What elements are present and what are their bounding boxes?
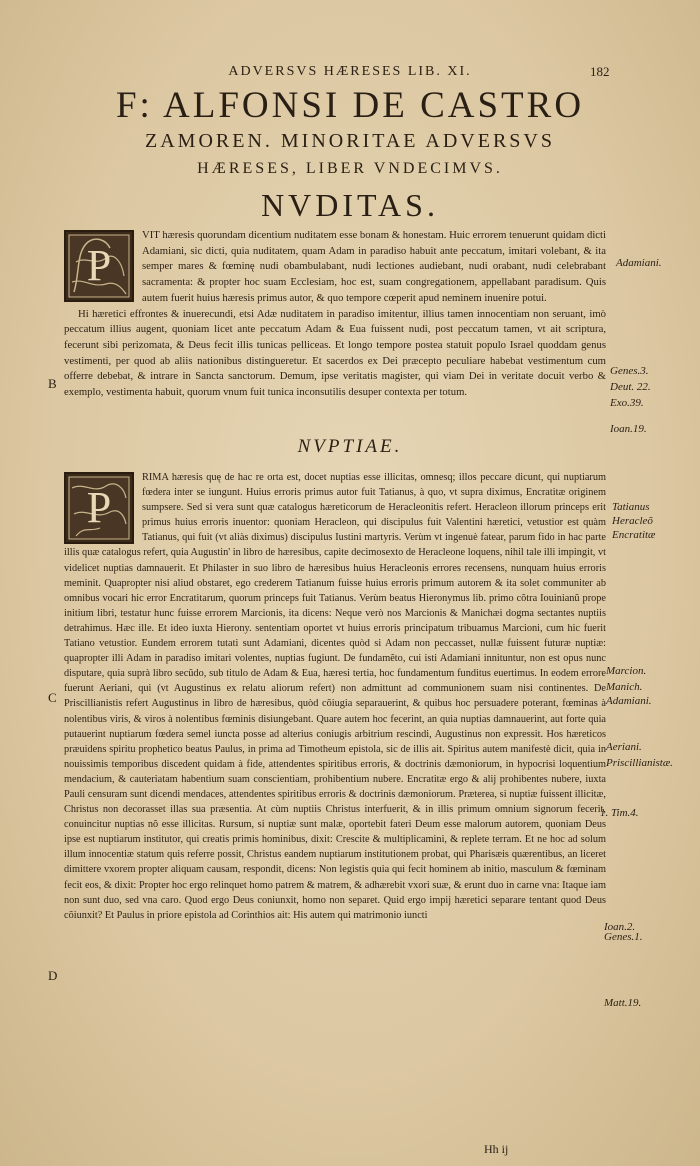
margin-note: Adamiani.	[616, 257, 662, 269]
paragraph-nuditas-1: VIT hæresis quorundam dicentium nuditatem esse bonam & honestam. Huic errorem tenuerunt quidam dicti Adamiani, sic dicti, quia nuditatem, quam Adam in paradiso habuit ante peccatum, imitari volebant, & ita semper mares & fœminę nudi obambulabant, nudi lectiones audiebant, nudi orabant, nudi celebrabant sacramenta: & propter hoc suam Ecclesiam, hoc est, suam congregationem, appellabant paradisum. Quis autem fuerit huius hæresis primus autor, & quo tempore cœperit apud neminem inuenire potui.	[142, 229, 606, 304]
section-letter-c: C	[48, 690, 57, 705]
section-nuditas-text	[64, 228, 606, 428]
svg-text:P: P	[86, 483, 112, 532]
paragraph-nuptiae-1: RIMA hæresis quę de hac re orta est, docet nuptias esse illicitas, omnesq; illos peccare dicunt, qui nuptiarum fœdera inter se iungunt. Huius erroris primus autor fuit Tatianus, à quo, vt supra diximus, Encratitæ originem sumpsere. Sed si vera sunt quæ catalogus hæreticorum de Heracleonitis refert. Heracleon illorum princeps erit primus huius erroris inuentor: quoniam Heracleon, qui discipulus fuit Valentini hæretici, vetustior est quàm Tatianus, qui fuit (vt aliàs diximus) discipulus Iustini martyris. Verùm vt ingenuè fatear, parum fido in hac parte illis quæ catalogus refert, quia Augustin' in libro de hæresibus, capite decimosexto de Heracleone loquens, nihil tale illi impingit, vt videlicet nuptias damnauerit. Et Philaster in suo libro de hæresibus huius Heracleonis errores recensens, nunquam huius erroris meminit. Quapropter nisi aliud obstaret, ego crederem Tatianum fuisse huius erroris primum autorem & ita solet communiter ab omnibus vocari hic error Encratitarum, quorum princeps fuit Tatianus. Verùm beatus Hieronymus lib. primo cõtra Iouinianũ prope initium libri, testatur hunc fuisse errorem Marcionis, ita dicens: Neque verò nos Marcionis & Manichæi dogma sectantes nuptiis detrahimus. Hæc ille. Et ideo iuxta Hierony. sententiam oportet vt huius erroris principatum tribuamus Marcioni, cum hic fuerit Tatiano vetustior. Eundem errorem tutati sunt Adamiani, dicentes quòd si Adam non peccasset, nullæ fuissent futuræ nuptiæ: quapropter illi Adam in paradiso imitari volentes, nuptias fugiunt. De fundamẽto, cui isti Adamiani innituntur, non est opus nunc disputare, quia suprà libro secũdo, sub titulo de Adam & Eua, hæresi tertia, hoc fundamentum funditus euertimus. In eodem errore fuerunt Aeriani, qui (vt Augustinus ex relatu aliorum refert) non admittunt ad communionem suam nisi continentes. De Priscillianistis refert Augustinus in libro de hæresibus, quòd cõiugia separauerint, & quibus hoc persuadere poterant, fœminas à nolentibus viris, & viros à nolentibus fœminis disiungebant. Quare autem hoc fecerint, an quia nuptias damnauerint, aut forte quia putauerint nuptiarum fœdera semel iuncta posse ad alterius coniugis arbitrium rescindi, Augustinus non expressit. Hos hæreticos præuidens spiritu prophetico beatus Paulus, in prima ad Timotheum epistola, sic de illis ait. Spiritus autem manifestè dicit, quia in nouissimis temporibus discedent quidam à fide, attendentes spiritibus erroris, & doctrinis dæmoniorum, in hypocrisi loquentium mendacium, & cauteriatam habentium suam conscientiam, prohibentium nubere. Encratitæ ergo & alij prohibentes nubere, iuxta Pauli censuram sunt dicendi mendaces, attendentes spiritibus erroris & doctrinis dæmoniorum. Præterea, si nuptiæ fuissent illicitæ, Christus non decorasset illas sua præsentia. At cùm nuptiis Christus interfuerit, & in illis primum omnium signorum fecerit, conuincitur nuptias nõ esse illicitas. Rursum, si nuptiæ sunt malæ, oportebit fateri Deum esse malorum autorem, quoniam Deus ipse est nuptiarum institutor, qui creatis primis hominibus, dixit: Crescite & multiplicamini, & replete terram. Et ne hoc ad solum illum innocentiæ statum quis referre possit, Christus eandem nuptiarum institutionem probat, qui Pharisæis quærentibus, an liceret dimittere vxorem propter aliquam causam, respondit, dicens: Non legistis quia qui fecit hominem ab initio, masculum & fœminam fecit eos, & dixit: Propter hoc ergo relinquet homo patrem & matrem, & adhærebit vxori suæ, & erunt duo in carne vna: Itaque iam non sunt duo, sed vna caro. Quod ergo Deus coniunxit, homo non separet. Quid ergo impij hæretici separare tentant quod Deus cõiunxit? Et Paulus in priore epistola ad Corinthios ait: His autem qui matrimonio iuncti	[64, 472, 606, 921]
section-heading-nuptiae: NVPTIAE.	[297, 436, 403, 457]
margin-note: Marcion.	[606, 665, 647, 677]
title-line2: ZAMOREN. MINORITAE ADVERSVS	[145, 130, 555, 152]
section-letter-d: D	[48, 968, 58, 983]
margin-note: Encratitæ	[612, 529, 656, 541]
margin-note: 1. Tim.4.	[600, 807, 639, 819]
svg-text:P: P	[86, 241, 112, 290]
title-author: F: ALFONSI DE CASTRO	[115, 85, 585, 126]
margin-note: Heracleõ	[612, 515, 653, 527]
margin-note: Exo.39.	[610, 397, 644, 409]
margin-note: Genes.1.	[604, 931, 643, 943]
dropcap-flourish-icon	[66, 232, 132, 300]
dropcap-ornament	[64, 230, 134, 302]
margin-note: Priscillianistæ.	[606, 757, 673, 769]
section-nuptiae-text	[64, 470, 606, 1138]
paragraph-nuditas-2: Hi hæretici effrontes & inuerecundi, etsi Adæ nuditatem in paradiso imitentur, illius tamen innocentiam non seruant, imò peccatum illius augent, quoniam licet ante peccatum Adam & Eua fuissent nudi, post peccatum tamen, vt ait scriptura, fecerunt sibi perizomata, & Deus fecit illis tunicas pelliceas. Et longo tempore postea statuit populo Israel quoddam genus vestimenti, per quod ab aliis nationibus distingueretur. Et sacerdos ex Dei præcepto peculiare habebat vestimentum cum offerre debebat, & intrare in Sancta sanctorum. Demum, ipse veritatis magister, qui viam Dei in veritate docuit verbo & exemplo, vestimenta habuit, quorum vnum fuit tunica inconsutilis desuper contexta per totum.	[64, 307, 606, 399]
dropcap-flourish-icon	[66, 474, 132, 542]
section-heading-nuditas: NVDITAS.	[261, 187, 439, 223]
margin-note: Deut. 22.	[610, 381, 651, 393]
title-line3: HÆRESES, LIBER VNDECIMVS.	[197, 160, 503, 177]
margin-note: Ioan.2.	[604, 921, 636, 933]
margin-note: Genes.3.	[610, 365, 649, 377]
margin-note: Adamiani.	[606, 695, 652, 707]
margin-note: Matt.19.	[604, 997, 642, 1009]
margin-note: Tatianus	[612, 501, 650, 513]
margin-note: Ioan.19.	[610, 423, 647, 435]
margin-note: Manich.	[606, 681, 643, 693]
running-head: ADVERSVS HÆRESES LIB. XI.	[228, 64, 472, 79]
margin-note: Aeriani.	[606, 741, 642, 753]
signature-mark: Hh ij	[484, 1142, 509, 1156]
dropcap-ornament	[64, 472, 134, 544]
folio-number: 182	[590, 64, 610, 79]
section-letter-b: B	[48, 376, 57, 391]
